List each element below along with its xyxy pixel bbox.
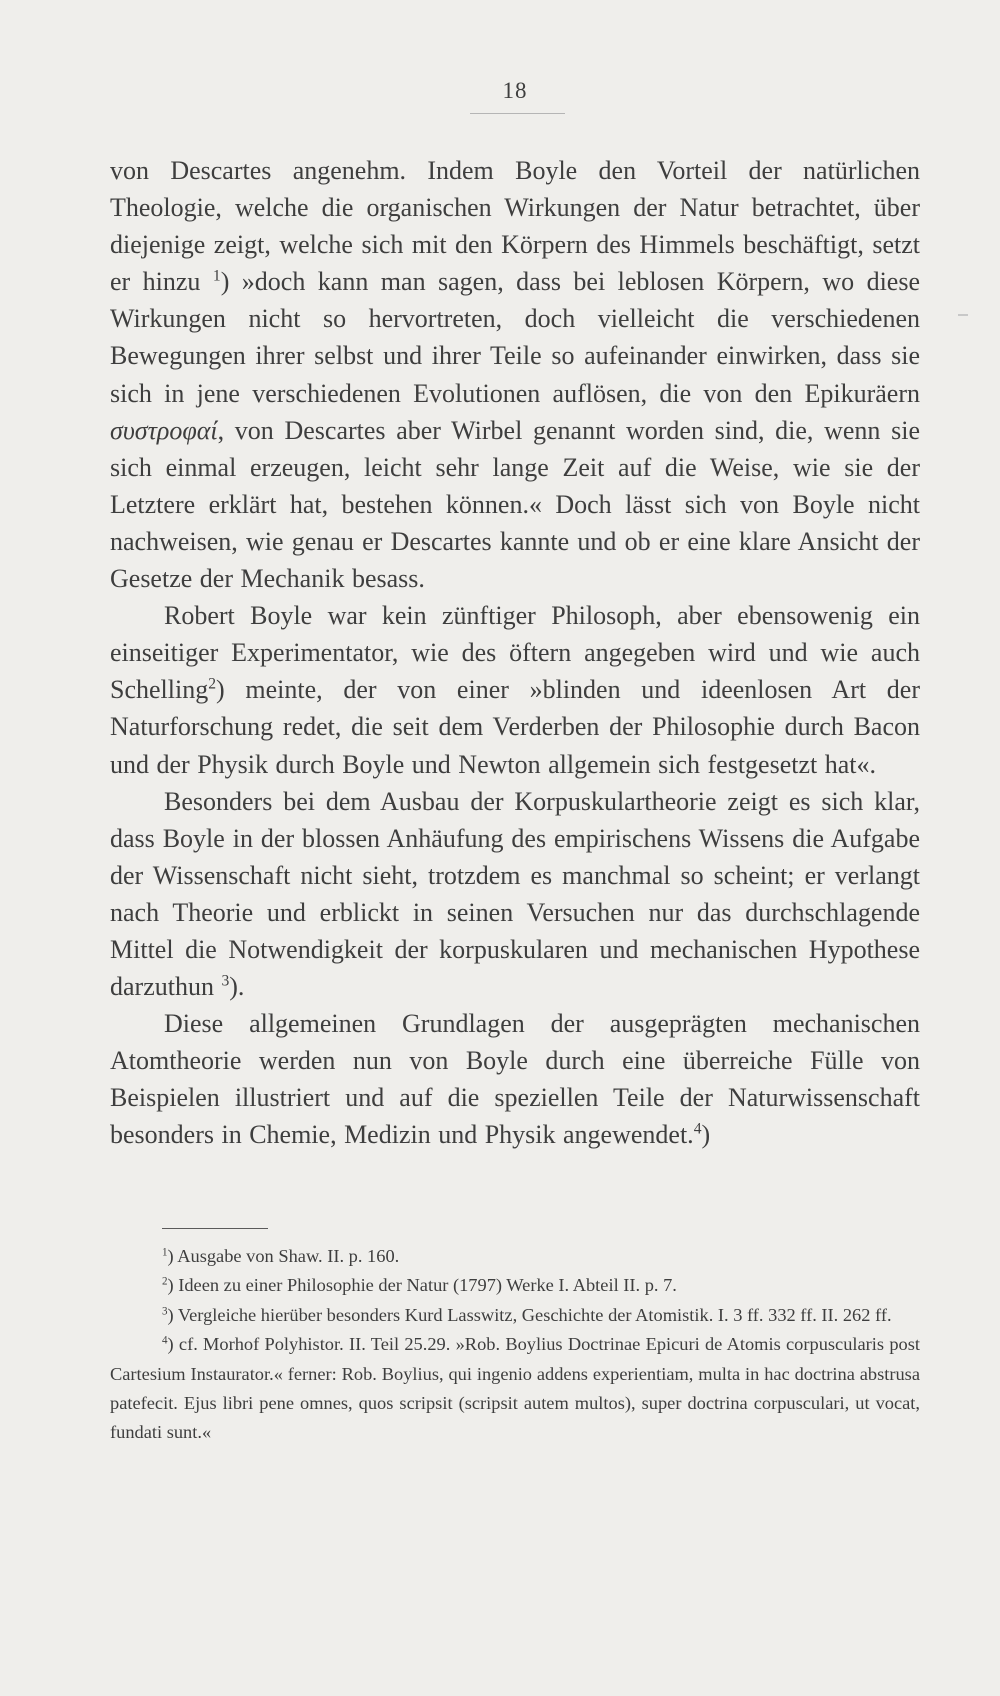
text-run: ) Ideen zu einer Philosophie der Natur (1797) Werke I. Abteil II. p. 7. xyxy=(167,1275,677,1296)
text-run: ) Vergleiche hierüber besonders Kurd Lasswitz, Geschichte der Atomistik. I. 3 ff. 332 ff. II. 262 ff. xyxy=(167,1304,892,1325)
page-number: 18 xyxy=(502,78,528,103)
footnote-divider xyxy=(162,1228,268,1229)
footnote-marker: 4 xyxy=(693,1121,702,1139)
text-run: ) »doch kann man sagen, dass bei leblosen Körpern, wo diese Wirkungen nicht so hervortreten, doch vielleicht die verschiedenen Bewegungen ihrer selbst und ihrer Teile so aufeinander einwirken, dass sie sich in jene verschiedenen Evolutionen auflösen, die von den Epikuräern xyxy=(110,267,921,408)
text-run: ) meinte, der von einer »blinden und ideenlosen Art der Naturforschung redet, die seit dem Verderben der Philosophie durch Bacon und der Physik durch Boyle und Newton allgemein sich festgesetzt hat«. xyxy=(110,675,920,779)
footnote-marker: 3 xyxy=(162,1305,168,1318)
header-rule xyxy=(470,113,565,114)
footnote-marker: 3 xyxy=(221,972,230,990)
text-run: Diese allgemeinen Grundlagen der ausgeprägten mechanischen Atomtheorie werden nun von Boyle durch eine überreiche Fülle von Beispielen illustriert und auf die speziellen Teile der Naturwissenschaft besonders in Chemie, Medizin und Physik angewendet. xyxy=(110,1009,920,1150)
footnote-marker: 4 xyxy=(162,1334,168,1347)
main-text xyxy=(110,152,920,1154)
footnote xyxy=(110,1242,920,1271)
text-run: von Descartes angenehm. Indem Boyle den Vorteil der natürlichen Theologie, welche die organischen Wirkungen der Natur betrachtet, über diejenige zeigt, welche sich mit den Körpern des Himmels beschäftigt, setzt er hinzu xyxy=(110,156,920,297)
footnotes xyxy=(110,1242,920,1448)
paper-mark xyxy=(958,314,968,316)
footnote-marker: 2 xyxy=(208,675,217,693)
footnote xyxy=(110,1330,920,1448)
text-run: ) cf. Morhof Polyhistor. II. Teil 25.29. »Rob. Boylius Doctrinae Epicuri de Atomis corpuscularis post Cartesium Instaurator.« ferner: Rob. Boylius, qui ingenio addens experientiam, multa in hac doctrina abstrusa patefecit. Ejus libri pene omnes, quos scripsit (scripsit autem multos), super doctrina corpusculari, ut vocat, fundati sunt.« xyxy=(110,1334,920,1443)
text-run: Besonders bei dem Ausbau der Korpuskulartheorie zeigt es sich klar, dass Boyle in der blossen Anhäufung des empirischens Wissens die Aufgabe der Wissenschaft nicht sieht, trotzdem es manchmal so scheint; er verlangt nach Theorie und erblickt in seinen Versuchen nur das durchschlagende Mittel die Notwendigkeit der korpuskularen und mechanischen Hypothese darzuthun xyxy=(110,786,920,1002)
text-run: ) xyxy=(701,1120,711,1150)
paragraph xyxy=(110,152,920,597)
paragraph xyxy=(110,597,920,782)
text-run: , von Descartes aber Wirbel genannt worden sind, die, wenn sie sich einmal erzeugen, leicht sehr lange Zeit auf die Weise, wie sie der Letztere erklärt hat, bestehen können.« Doch lässt sich von Boyle nicht nachweisen, wie genau er Descartes kannte und ob er eine klare Ansicht der Gesetze der Mechanik besass. xyxy=(110,415,920,594)
footnote xyxy=(110,1271,920,1300)
footnote-marker: 2 xyxy=(162,1275,168,1288)
paragraph xyxy=(110,783,920,1006)
text-run: ) Ausgabe von Shaw. II. p. 160. xyxy=(167,1246,400,1266)
footnote-marker: 1 xyxy=(162,1246,168,1259)
footnote-marker: 1 xyxy=(212,267,221,285)
greek-term: συστροφαί xyxy=(110,415,218,445)
text-run: Robert Boyle war kein zünftiger Philosoph, aber ebensowenig ein einseitiger Experimentator, wie des öftern angegeben wird und wie auch Schelling xyxy=(110,601,920,705)
text-run: ). xyxy=(229,972,245,1002)
paragraph xyxy=(110,1005,920,1153)
footnote xyxy=(110,1301,920,1330)
